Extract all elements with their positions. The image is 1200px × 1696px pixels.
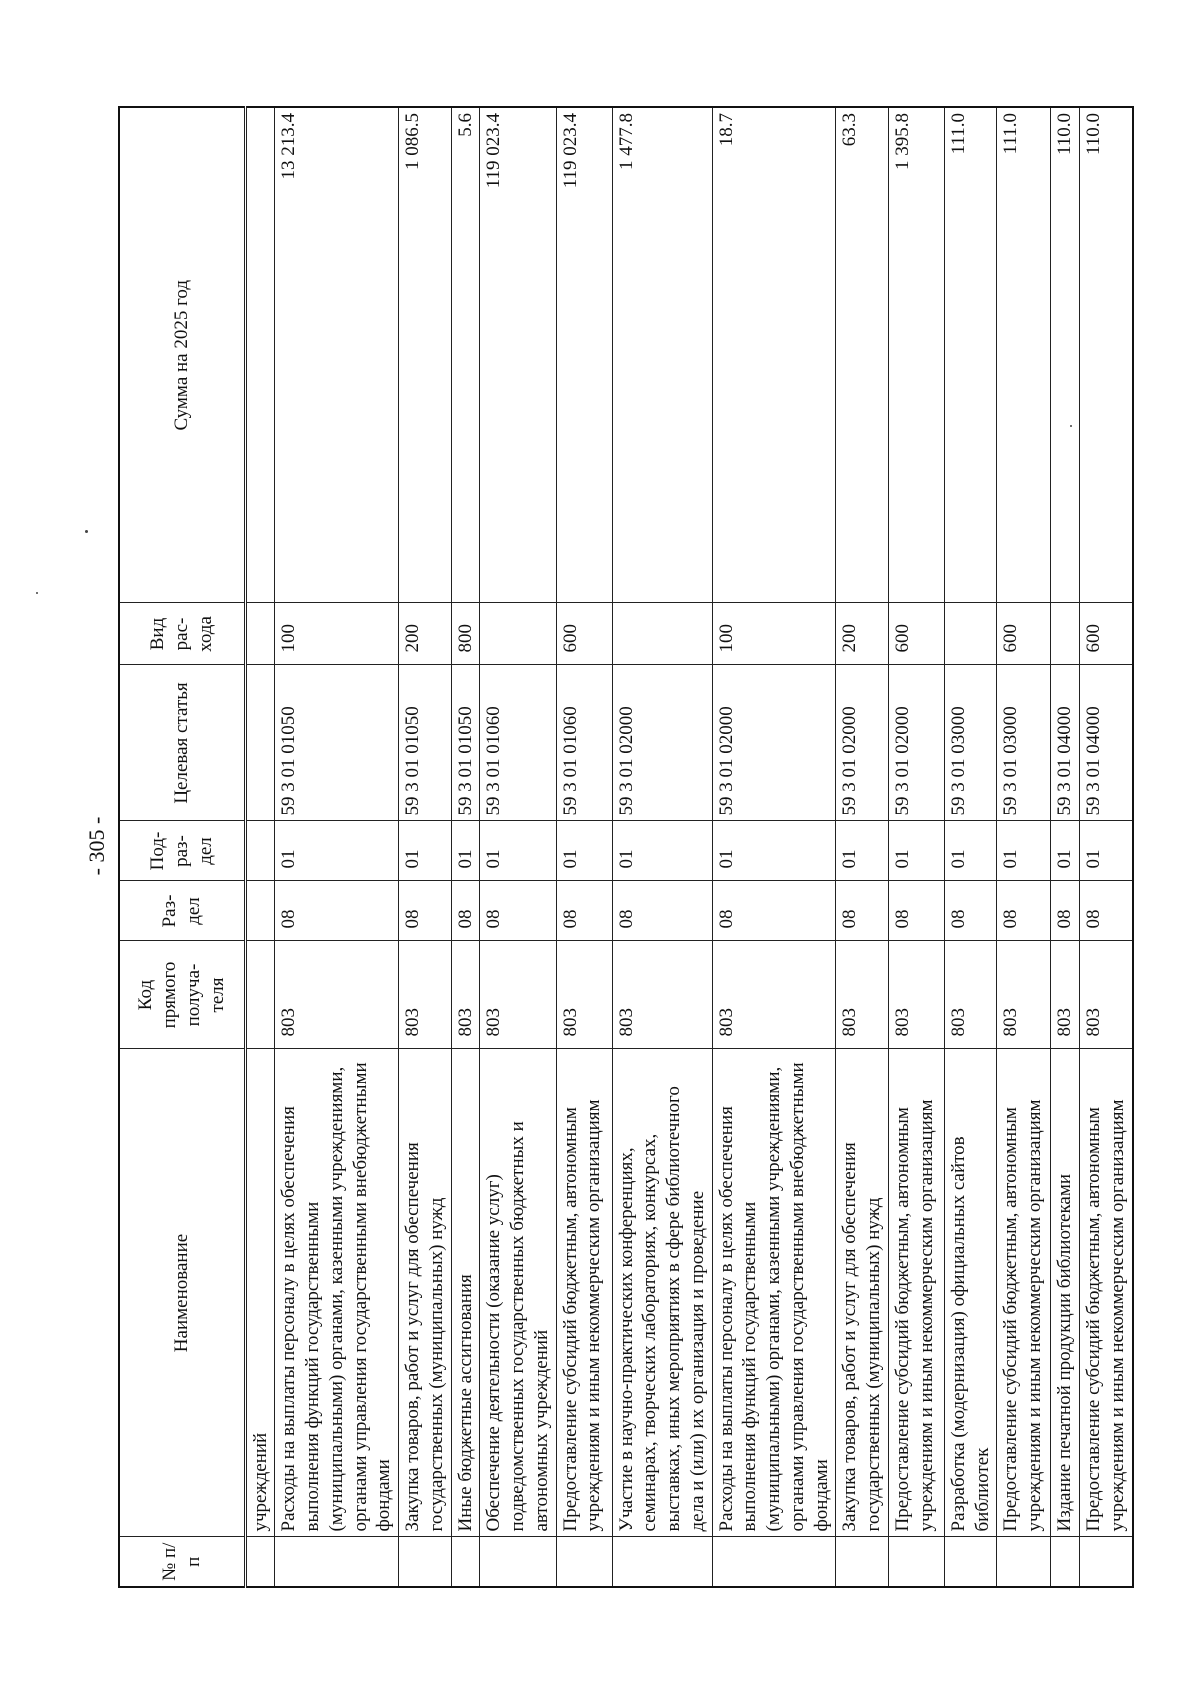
cell-num [997, 1537, 1051, 1587]
cell-sum [245, 107, 275, 603]
table-row [1080, 107, 1133, 1587]
cell-num [612, 1537, 712, 1587]
cell-code: 803 [399, 941, 452, 1049]
cell-subsection: 01 [612, 821, 712, 881]
header-sum: Сумма на 2025 год [119, 107, 245, 603]
cell-subsection [245, 821, 275, 881]
cell-section [245, 881, 275, 941]
cell-name: Издание печатной продукции библиотеками [1051, 1049, 1080, 1537]
cell-article [245, 665, 275, 821]
cell-section: 08 [480, 881, 556, 941]
cell-expense [612, 603, 712, 665]
cell-num [451, 1537, 480, 1587]
cell-section: 08 [836, 881, 889, 941]
cell-expense: 100 [275, 603, 399, 665]
cell-expense: 600 [1080, 603, 1133, 665]
cell-subsection: 01 [1051, 821, 1080, 881]
cell-subsection: 01 [480, 821, 556, 881]
cell-code: 803 [1080, 941, 1133, 1049]
cell-num [480, 1537, 556, 1587]
cell-code: 803 [556, 941, 612, 1049]
cell-expense [245, 603, 275, 665]
table-row [1051, 107, 1080, 1587]
cell-expense: 800 [451, 603, 480, 665]
cell-article: 59 3 01 01050 [451, 665, 480, 821]
cell-num [275, 1537, 399, 1587]
cell-expense [944, 603, 997, 665]
table-row [836, 107, 889, 1587]
cell-num [888, 1537, 944, 1587]
cell-code [245, 941, 275, 1049]
cell-num [1080, 1537, 1133, 1587]
cell-name: Предоставление субсидий бюджетным, автономным учреждениям и иным некоммерческим организациям [997, 1049, 1051, 1537]
cell-num [556, 1537, 612, 1587]
cell-subsection: 01 [399, 821, 452, 881]
cell-expense: 600 [888, 603, 944, 665]
cell-code: 803 [1051, 941, 1080, 1049]
cell-article: 59 3 01 04000 [1051, 665, 1080, 821]
cell-code: 803 [480, 941, 556, 1049]
cell-section: 08 [275, 881, 399, 941]
table-row [399, 107, 452, 1587]
cell-section: 08 [888, 881, 944, 941]
page-number: - 305 - [84, 816, 109, 876]
header-code: Код прямого получа-теля [119, 941, 245, 1049]
header-expense: Вид рас-хода [119, 603, 245, 665]
cell-subsection: 01 [1080, 821, 1133, 881]
cell-code: 803 [997, 941, 1051, 1049]
cell-name: Предоставление субсидий бюджетным, автономным учреждениям и иным некоммерческим организациям [888, 1049, 944, 1537]
cell-code: 803 [275, 941, 399, 1049]
cell-subsection: 01 [836, 821, 889, 881]
cell-num [944, 1537, 997, 1587]
cell-name: Разработка (модернизация) официальных сайтов библиотек [944, 1049, 997, 1537]
cell-section: 08 [997, 881, 1051, 941]
cell-section: 08 [712, 881, 836, 941]
cell-expense: 600 [556, 603, 612, 665]
cell-sum: 111.0 [997, 107, 1051, 603]
cell-article: 59 3 01 01050 [399, 665, 452, 821]
rotated-table-container [118, 108, 1128, 1588]
cell-code: 803 [836, 941, 889, 1049]
cell-subsection: 01 [944, 821, 997, 881]
cell-expense [480, 603, 556, 665]
cell-num [712, 1537, 836, 1587]
cell-expense: 200 [836, 603, 889, 665]
cell-article: 59 3 01 02000 [712, 665, 836, 821]
cell-name: Иные бюджетные ассигнования [451, 1049, 480, 1537]
cell-name: Участие в научно-практических конференциях, семинарах, творческих лабораториях, конкурсах, выставках, иных мероприятиях в сфере библиотечного дела и (или) их организация и проведение [612, 1049, 712, 1537]
cell-article: 59 3 01 01060 [480, 665, 556, 821]
cell-sum: 119 023.4 [556, 107, 612, 603]
cell-expense: 600 [997, 603, 1051, 665]
cell-expense: 100 [712, 603, 836, 665]
cell-sum: 1 395.8 [888, 107, 944, 603]
cell-subsection: 01 [888, 821, 944, 881]
table-header-row [119, 107, 245, 1587]
cell-article: 59 3 01 02000 [612, 665, 712, 821]
cell-expense: 200 [399, 603, 452, 665]
cell-article: 59 3 01 04000 [1080, 665, 1133, 821]
header-name: Наименование [119, 1049, 245, 1537]
cell-article: 59 3 01 02000 [836, 665, 889, 821]
cell-expense [1051, 603, 1080, 665]
table-row [997, 107, 1051, 1587]
cell-subsection: 01 [275, 821, 399, 881]
table-row [275, 107, 399, 1587]
table-row [451, 107, 480, 1587]
table-row [556, 107, 612, 1587]
table-row [245, 107, 275, 1587]
cell-article: 59 3 01 01050 [275, 665, 399, 821]
cell-name: Закупка товаров, работ и услуг для обеспечения государственных (муниципальных) нужд [836, 1049, 889, 1537]
cell-sum: 18.7 [712, 107, 836, 603]
cell-article: 59 3 01 03000 [944, 665, 997, 821]
cell-subsection: 01 [556, 821, 612, 881]
header-subsection: Под-раз-дел [119, 821, 245, 881]
header-article: Целевая статья [119, 665, 245, 821]
cell-code: 803 [451, 941, 480, 1049]
header-section: Раз-дел [119, 881, 245, 941]
table-row [712, 107, 836, 1587]
table-row [612, 107, 712, 1587]
cell-num [245, 1537, 275, 1587]
cell-article: 59 3 01 02000 [888, 665, 944, 821]
cell-name: Предоставление субсидий бюджетным, автономным учреждениям и иным некоммерческим организациям [1080, 1049, 1133, 1537]
cell-sum: 63.3 [836, 107, 889, 603]
cell-subsection: 01 [712, 821, 836, 881]
scan-speck [36, 592, 38, 594]
cell-name: Расходы на выплаты персоналу в целях обеспечения выполнения функций государственными (муниципальными) органами, казенными учреждениями, органами управления государственными внебюджетными фондами [712, 1049, 836, 1537]
cell-code: 803 [944, 941, 997, 1049]
cell-sum: 5.6 [451, 107, 480, 603]
cell-code: 803 [612, 941, 712, 1049]
cell-code: 803 [712, 941, 836, 1049]
cell-sum: 1 477.8 [612, 107, 712, 603]
cell-name: Обеспечение деятельности (оказание услуг) подведомственных государственных бюджетных и автономных учреждений [480, 1049, 556, 1537]
cell-section: 08 [556, 881, 612, 941]
cell-subsection: 01 [997, 821, 1051, 881]
table-row [944, 107, 997, 1587]
cell-sum: 111.0 [944, 107, 997, 603]
cell-article: 59 3 01 03000 [997, 665, 1051, 821]
cell-sum: 110.0 [1080, 107, 1133, 603]
cell-section: 08 [1051, 881, 1080, 941]
cell-sum: 110.0 [1051, 107, 1080, 603]
table-row [480, 107, 556, 1587]
budget-table [118, 106, 1134, 1588]
cell-sum: 13 213.4 [275, 107, 399, 603]
cell-num [399, 1537, 452, 1587]
cell-article: 59 3 01 01060 [556, 665, 612, 821]
cell-name: учреждений [245, 1049, 275, 1537]
scan-speck [85, 530, 88, 533]
cell-section: 08 [1080, 881, 1133, 941]
cell-section: 08 [451, 881, 480, 941]
cell-section: 08 [944, 881, 997, 941]
cell-subsection: 01 [451, 821, 480, 881]
cell-section: 08 [612, 881, 712, 941]
table-row [888, 107, 944, 1587]
cell-num [836, 1537, 889, 1587]
cell-code: 803 [888, 941, 944, 1049]
cell-name: Закупка товаров, работ и услуг для обеспечения государственных (муниципальных) нужд [399, 1049, 452, 1537]
cell-sum: 1 086.5 [399, 107, 452, 603]
cell-num [1051, 1537, 1080, 1587]
cell-name: Предоставление субсидий бюджетным, автономным учреждениям и иным некоммерческим организациям [556, 1049, 612, 1537]
cell-section: 08 [399, 881, 452, 941]
cell-sum: 119 023.4 [480, 107, 556, 603]
header-num: № п/п [119, 1537, 245, 1587]
cell-name: Расходы на выплаты персоналу в целях обеспечения выполнения функций государственными (муниципальными) органами, казенными учреждениями, органами управления государственными внебюджетными фондами [275, 1049, 399, 1537]
